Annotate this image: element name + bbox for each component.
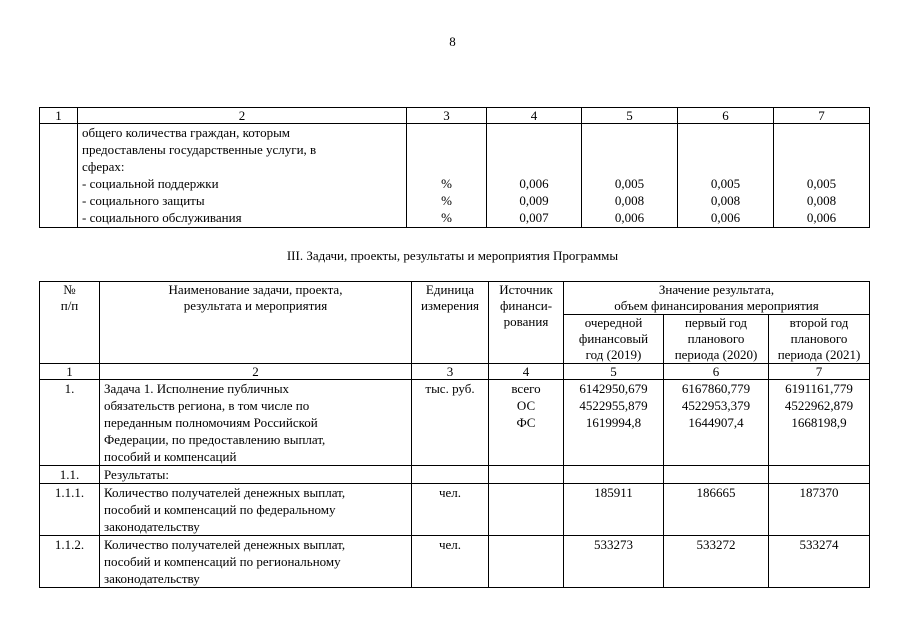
- header-row: [40, 282, 870, 315]
- unit-cell: % % %: [407, 124, 487, 228]
- column-number-row: 1 2 3 4 5 6 7: [40, 364, 870, 380]
- header-unit: Единица измерения: [412, 282, 489, 364]
- col-num-4: 4: [487, 108, 582, 124]
- header-year-2021: второй год планового периода (2021): [769, 315, 870, 364]
- value-2020: 186665: [664, 484, 769, 536]
- col-num-3: 3: [407, 108, 487, 124]
- page-number: 8: [449, 34, 456, 49]
- row-num: 1.1.2.: [40, 536, 100, 588]
- table-row-task-1: [40, 380, 870, 466]
- value-2019: 185911: [564, 484, 664, 536]
- result-name: Количество получателей денежных выплат, пособий и компенсаций по региональному законодательству: [100, 536, 412, 588]
- value-col-5: 0,005 0,008 0,006: [582, 124, 678, 228]
- value-2020: 6167860,779 4522953,379 1644907,4: [664, 380, 769, 466]
- value-2021: 6191161,779 4522962,879 1668198,9: [769, 380, 870, 466]
- continuation-table: [39, 107, 870, 228]
- row-num: 1.: [40, 380, 100, 466]
- value-2019: 533273: [564, 536, 664, 588]
- col-num-2: 2: [78, 108, 407, 124]
- results-label: Результаты:: [100, 466, 412, 484]
- task-name: Задача 1. Исполнение публичных обязательств региона, в том числе по переданным полномочиям Российской Федерации, по предоставлению выплат, пособий и компенсаций: [100, 380, 412, 466]
- table-row-result-1-1-2: [40, 536, 870, 588]
- value-col-4: 0,006 0,009 0,007: [487, 124, 582, 228]
- table-row: [40, 124, 870, 228]
- program-tasks-table: [39, 281, 870, 588]
- col-num-5: 5: [582, 108, 678, 124]
- value-2021: 187370: [769, 484, 870, 536]
- value-col-6: 0,005 0,008 0,006: [678, 124, 774, 228]
- section-title: III. Задачи, проекты, результаты и мероприятия Программы: [286, 248, 619, 263]
- header-value-group: Значение результата, объем финансирования мероприятия: [564, 282, 870, 315]
- value-2019: 6142950,679 4522955,879 1619994,8: [564, 380, 664, 466]
- row-num: 1.1.1.: [40, 484, 100, 536]
- result-name: Количество получателей денежных выплат, пособий и компенсаций по федеральному законодательству: [100, 484, 412, 536]
- table-row-results-header: [40, 466, 870, 484]
- col-num-1: 1: [40, 108, 78, 124]
- unit-cell: чел.: [412, 484, 489, 536]
- unit-cell: тыс. руб.: [412, 380, 489, 466]
- table-row-result-1-1-1: [40, 484, 870, 536]
- header-source: Источник финанси- рования: [489, 282, 564, 364]
- value-2020: 533272: [664, 536, 769, 588]
- header-num: № п/п: [40, 282, 100, 364]
- column-number-row: [40, 108, 870, 124]
- header-year-2020: первый год планового периода (2020): [664, 315, 769, 364]
- source-cell: всего ОС ФС: [489, 380, 564, 466]
- value-col-7: 0,005 0,008 0,006: [774, 124, 870, 228]
- header-name: Наименование задачи, проекта, результата и мероприятия: [100, 282, 412, 364]
- indicator-name: общего количества граждан, которым предоставлены государственные услуги, в сферах: - социальной поддержки - социального защиты - социального обслуживания: [78, 124, 407, 228]
- unit-cell: чел.: [412, 536, 489, 588]
- col-num-7: 7: [774, 108, 870, 124]
- header-year-2019: очередной финансовый год (2019): [564, 315, 664, 364]
- value-2021: 533274: [769, 536, 870, 588]
- row-num: 1.1.: [40, 466, 100, 484]
- col-num-6: 6: [678, 108, 774, 124]
